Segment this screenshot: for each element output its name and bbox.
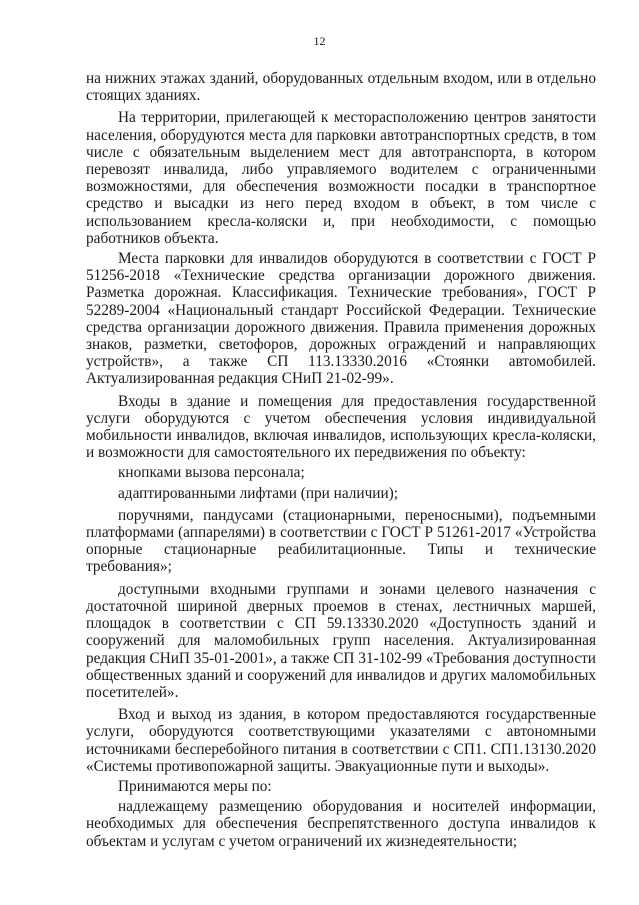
document-body <box>86 70 596 850</box>
list-item-elevators: адаптированными лифтами (при наличии); <box>118 484 399 502</box>
paragraph-parking-territory: На территории, прилегающей к месторасположению центров занятости населения, оборудуются места для парковки автотранспортных средств, в том числе с обязательным выделением мест для автотранспорта, в котором перевозят инвалида, либо управляемого водителем с ограниченными возможностями, для обеспечения возможности посадки в транспортное средство и высадки из него перед входом в объект, в том числе с использованием кресла-коляски и, при необходимости, с помощью работников объекта. <box>86 109 596 247</box>
paragraph-entrances: Входы в здание и помещения для предоставления государственной услуги оборудуются с учетом обеспечения условия индивидуальной мобильности инвалидов, включая инвалидов, использующих кресла-коляски, и возможности для самостоятельного их передвижения по объекту: <box>86 392 596 462</box>
list-item-call-buttons: кнопками вызова персонала; <box>118 464 305 482</box>
page-number: 12 <box>313 34 326 48</box>
paragraph-continuation: на нижних этажах зданий, оборудованных отдельным входом, или в отдельно стоящих зданиях. <box>86 70 596 105</box>
list-item-entrance-groups: доступными входными группами и зонами целевого назначения с достаточной шириной дверных проемов в стенах, лестничных маршей, площадок в соответствии с СП 59.13330.2020 «Доступность зданий и сооружений для маломобильных групп населения. Актуализированная редакция СНиП 35-01-2001», а также СП 31-102-99 «Требования доступности общественных зданий и сооружений для инвалидов и других маломобильных посетителей». <box>86 580 596 701</box>
paragraph-entry-exit-signage: Вход и выход из здания, в котором предоставляются государственные услуги, оборудуются соответствующими указателями с автономными источниками бесперебойного питания в соответствии с СП1. СП1.13130.2020 «Системы противопожарной защиты. Эвакуационные пути и выходы». <box>86 706 596 775</box>
paragraph-parking-standards: Места парковки для инвалидов оборудуются в соответствии с ГОСТ Р 51256-2018 «Технические средства организации дорожного движения. Разметка дорожная. Классификация. Технические требования», ГОСТ Р 52289-2004 «Национальный стандарт Российской Федерации. Технические средства организации дорожного движения. Правила применения дорожных знаков, разметки, светофоров, дорожных ограждений и направляющих устройств», а также СП 113.13330.2016 «Стоянки автомобилей. Актуализированная редакция СНиП 21-02-99». <box>86 250 596 388</box>
paragraph-measures-heading: Принимаются меры по: <box>118 777 272 795</box>
list-item-equipment-placement: надлежащему размещению оборудования и носителей информации, необходимых для обеспечения беспрепятственного доступа инвалидов к объектам и услугам с учетом ограничений их жизнедеятельности; <box>86 798 596 850</box>
list-item-handrails-ramps: поручнями, пандусами (стационарными, переносными), подъемными платформами (аппарелями) в соответствии с ГОСТ Р 51261-2017 «Устройства опорные стационарные реабилитационные. Типы и технические требования»; <box>86 506 596 576</box>
